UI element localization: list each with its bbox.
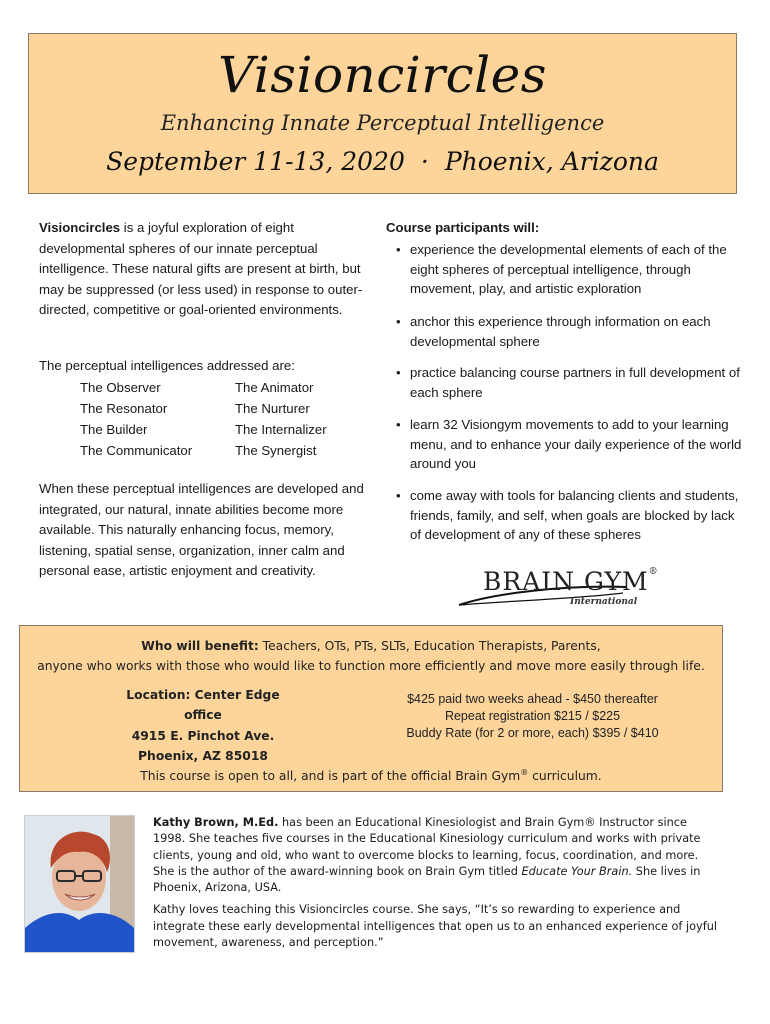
pricing-line: Buddy Rate (for 2 or more, each) $395 / $410 <box>406 726 659 740</box>
list-item: • anchor this experience through information on each developmental sphere <box>396 314 711 349</box>
intelligence-item: The Communicator <box>80 443 193 458</box>
benefit-label: Who will benefit: <box>141 639 259 653</box>
event-date: September 11-13, 2020 <box>106 147 405 176</box>
participants-heading: Course participants will: <box>386 220 540 235</box>
logo-subtitle: International <box>570 597 638 607</box>
pricing-block <box>390 691 675 742</box>
logo-wordmark: BRAIN GYM® <box>483 567 659 596</box>
location-line: Phoenix, AZ 85018 <box>138 749 268 764</box>
list-item: • learn 32 Visiongym movements to add to your learning menu, and to enhance your daily experience of the world around you <box>396 417 742 472</box>
intelligence-item: The Nurturer <box>235 401 310 416</box>
list-item: • experience the developmental elements of each of the eight spheres of perceptual intelligence, through movement, play, and artistic exploration <box>396 242 727 297</box>
bio-paragraph-2: Kathy loves teaching this Visioncircles course. She says, “It’s so rewarding to experience and integrate these early developmental intelligences that open us to an enhanced experience of joyful movement, awareness, and perception.” <box>153 903 718 950</box>
intelligence-item: The Builder <box>80 422 148 437</box>
intro-paragraph <box>39 218 364 321</box>
location-block <box>108 685 298 767</box>
pricing-line: Repeat registration $215 / $225 <box>444 709 621 723</box>
bullet-icon: • <box>396 314 401 329</box>
intelligence-item: The Internalizer <box>235 422 327 437</box>
open-to-all-note: This course is open to all, and is part of the official Brain Gym® curriculum. <box>140 768 602 784</box>
intelligence-item: The Synergist <box>235 443 317 458</box>
location-line: 4915 E. Pinchot Ave. <box>131 728 275 743</box>
bullet-icon: • <box>396 365 401 380</box>
event-location: Phoenix, Arizona <box>444 147 659 176</box>
pricing-line: $425 paid two weeks ahead - $450 thereafter <box>407 692 658 706</box>
bullet-icon: • <box>396 488 401 503</box>
participants-column <box>386 220 742 543</box>
intelligences-heading: The perceptual intelligences addressed are: <box>39 358 295 373</box>
page-subtitle: Enhancing Innate Perceptual Intelligence <box>160 111 605 135</box>
separator-dot: · <box>420 147 429 176</box>
instructor-name: Kathy Brown, M.Ed. <box>153 816 279 829</box>
list-item: • come away with tools for balancing clients and students, friends, family, and self, when goals are blocked by lack of development of any of these spheres <box>396 488 739 543</box>
intro-column <box>39 218 364 321</box>
page-title: Visioncircles <box>218 46 547 104</box>
benefit-line-1: Who will benefit: Teachers, OTs, PTs, SLTs, Education Therapists, Parents, <box>141 639 601 653</box>
intelligence-item: The Animator <box>235 380 314 395</box>
benefit-line-2: anyone who works with those who would like to function more efficiently and move more easily through life. <box>37 659 705 673</box>
instructor-bio <box>153 815 718 957</box>
list-item: • practice balancing course partners in full development of each sphere <box>396 365 740 400</box>
intro-lead: Visioncircles <box>39 220 121 235</box>
closing-paragraph: When these perceptual intelligences are developed and integrated, our natural, innate abilities become more available. This naturally enhancing focus, memory, listening, spatial sense, organization, inner calm and personal ease, artistic enjoyment and creativity. <box>39 481 364 579</box>
portrait-image <box>25 816 134 952</box>
book-title: Educate Your Brain. <box>521 864 633 878</box>
bio-paragraph-1: Kathy Brown, M.Ed. has been an Educational Kinesiologist and Brain Gym® Instructor since 1998. She teaches five courses in the Educational Kinesiology curriculum and works with private clients, young and old, who want to overcome blocks to learning, focus, coordination, and more. She is the author of the award-winning book on Brain Gym titled Educate Your Brain. She lives in Phoenix, Arizona, USA. <box>153 816 701 895</box>
info-panel <box>19 625 723 792</box>
location-line: Location: Center Edge office <box>126 688 280 723</box>
header-banner <box>28 33 737 194</box>
bullet-icon: • <box>396 242 401 257</box>
bullet-icon: • <box>396 417 401 432</box>
date-location-line <box>29 147 736 176</box>
intro-text: is a joyful exploration of eight developmental spheres of our innate perceptual intelligence. These natural gifts are present at birth, but may be suppressed (or less used) in response to outer-directed, competitive or goal-oriented environments. <box>39 220 363 318</box>
instructor-photo <box>24 815 135 953</box>
intelligence-item: The Observer <box>80 380 161 395</box>
brain-gym-logo <box>455 567 659 612</box>
intelligence-item: The Resonator <box>80 401 168 416</box>
